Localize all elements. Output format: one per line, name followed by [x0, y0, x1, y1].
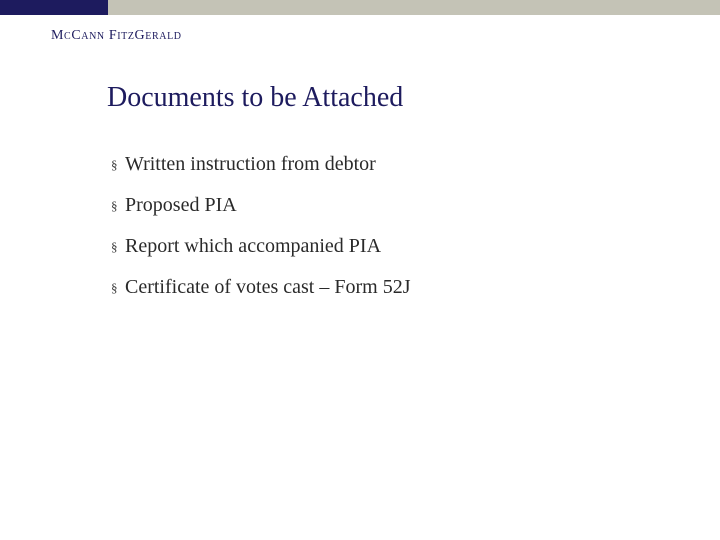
bullet-list [111, 144, 411, 308]
slide-title: Documents to be Attached [107, 82, 404, 113]
bullet-item [111, 226, 411, 267]
header-bar-accent [0, 0, 108, 15]
bullet-text: Report which accompanied PIA [125, 235, 382, 257]
bullet-item [111, 144, 411, 185]
section-bullet-icon: § [111, 280, 118, 295]
bullet-item [111, 185, 411, 226]
header-bar [0, 0, 720, 15]
section-bullet-icon: § [111, 239, 118, 254]
bullet-item [111, 267, 411, 308]
section-bullet-icon: § [111, 157, 118, 172]
bullet-text: Proposed PIA [125, 194, 237, 216]
bullet-text: Written instruction from debtor [125, 153, 376, 175]
bullet-text: Certificate of votes cast – Form 52J [125, 276, 411, 298]
section-bullet-icon: § [111, 198, 118, 213]
company-logo: McCann FitzGerald [51, 28, 182, 43]
